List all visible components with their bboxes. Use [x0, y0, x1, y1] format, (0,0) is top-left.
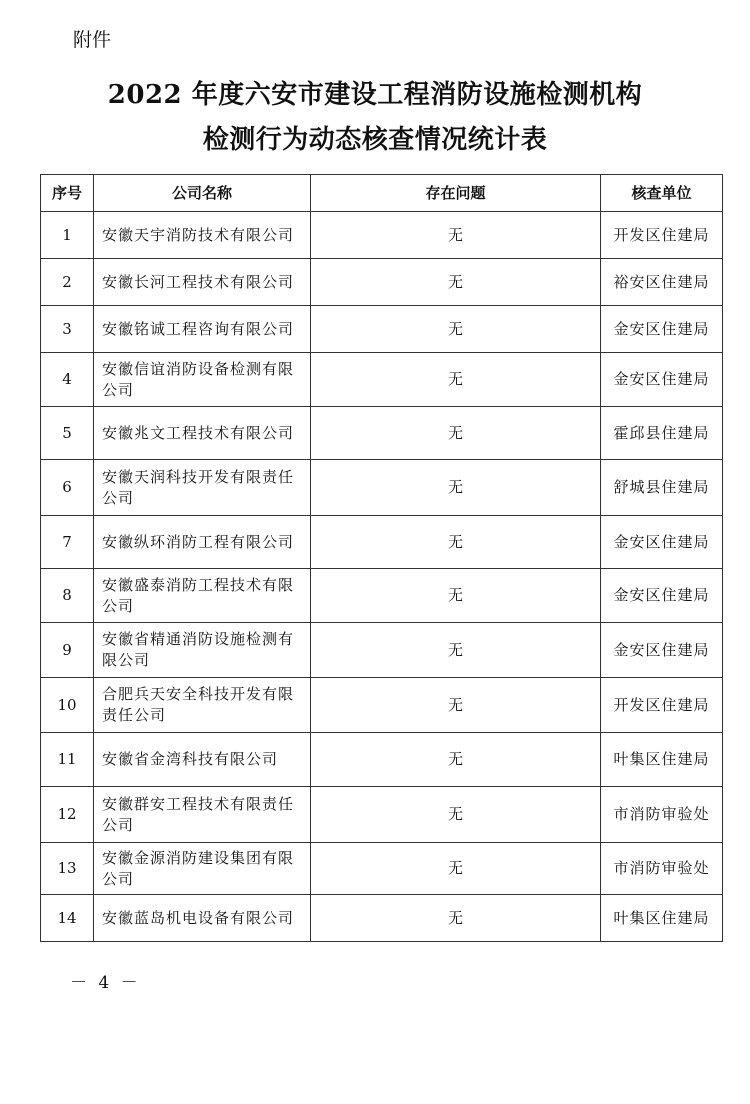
row-company: 安徽省金湾科技有限公司	[94, 733, 311, 787]
row-index: 3	[41, 306, 94, 353]
header-inspection-unit: 核查单位	[601, 175, 723, 212]
row-company: 安徽天润科技开发有限责任公司	[94, 460, 311, 516]
row-company: 安徽天宇消防技术有限公司	[94, 212, 311, 259]
row-issue: 无	[311, 787, 601, 843]
header-index: 序号	[41, 175, 94, 212]
row-company: 安徽纵环消防工程有限公司	[94, 516, 311, 569]
row-issue: 无	[311, 569, 601, 623]
row-issue: 无	[311, 259, 601, 306]
row-company: 安徽兆文工程技术有限公司	[94, 407, 311, 460]
table-header-row	[41, 175, 723, 212]
attachment-label: 附件	[73, 29, 112, 51]
document-title-line-1: 2022 年度六安市建设工程消防设施检测机构	[107, 80, 643, 110]
row-company: 安徽金源消防建设集团有限公司	[94, 843, 311, 895]
row-issue: 无	[311, 212, 601, 259]
row-company: 安徽群安工程技术有限责任公司	[94, 787, 311, 843]
row-index: 8	[41, 569, 94, 623]
row-index: 1	[41, 212, 94, 259]
row-issue: 无	[311, 733, 601, 787]
row-issue: 无	[311, 623, 601, 678]
row-unit: 舒城县住建局	[601, 460, 723, 516]
row-index: 7	[41, 516, 94, 569]
row-index: 14	[41, 895, 94, 942]
table-row	[41, 460, 723, 516]
row-issue: 无	[311, 460, 601, 516]
row-unit: 金安区住建局	[601, 353, 723, 407]
row-issue: 无	[311, 895, 601, 942]
row-unit: 金安区住建局	[601, 516, 723, 569]
table-row	[41, 516, 723, 569]
table-row	[41, 678, 723, 733]
row-index: 13	[41, 843, 94, 895]
row-index: 12	[41, 787, 94, 843]
row-unit: 开发区住建局	[601, 678, 723, 733]
row-unit: 金安区住建局	[601, 623, 723, 678]
row-index: 11	[41, 733, 94, 787]
row-company: 安徽蓝岛机电设备有限公司	[94, 895, 311, 942]
row-unit: 金安区住建局	[601, 569, 723, 623]
row-company: 安徽盛泰消防工程技术有限公司	[94, 569, 311, 623]
row-unit: 金安区住建局	[601, 306, 723, 353]
row-unit: 市消防审验处	[601, 787, 723, 843]
row-company: 安徽信谊消防设备检测有限公司	[94, 353, 311, 407]
table-row	[41, 407, 723, 460]
row-index: 9	[41, 623, 94, 678]
page-number: － 4 －	[70, 973, 141, 993]
table-row	[41, 306, 723, 353]
row-index: 10	[41, 678, 94, 733]
row-unit: 裕安区住建局	[601, 259, 723, 306]
row-index: 6	[41, 460, 94, 516]
table-row	[41, 353, 723, 407]
row-index: 2	[41, 259, 94, 306]
row-index: 4	[41, 353, 94, 407]
inspection-table	[40, 174, 723, 942]
table-row	[41, 212, 723, 259]
row-issue: 无	[311, 407, 601, 460]
document-title-line-2: 检测行为动态核查情况统计表	[202, 125, 548, 155]
row-issue: 无	[311, 516, 601, 569]
row-index: 5	[41, 407, 94, 460]
table-row	[41, 569, 723, 623]
table-row	[41, 259, 723, 306]
row-issue: 无	[311, 353, 601, 407]
row-issue: 无	[311, 306, 601, 353]
header-company-name: 公司名称	[94, 175, 311, 212]
row-unit: 叶集区住建局	[601, 895, 723, 942]
table-row	[41, 733, 723, 787]
table-row	[41, 623, 723, 678]
row-unit: 市消防审验处	[601, 843, 723, 895]
table-row	[41, 895, 723, 942]
header-issues: 存在问题	[311, 175, 601, 212]
row-company: 安徽长河工程技术有限公司	[94, 259, 311, 306]
row-company: 安徽铭诚工程咨询有限公司	[94, 306, 311, 353]
row-issue: 无	[311, 678, 601, 733]
row-company: 合肥兵天安全科技开发有限责任公司	[94, 678, 311, 733]
table-row	[41, 787, 723, 843]
row-unit: 开发区住建局	[601, 212, 723, 259]
row-company: 安徽省精通消防设施检测有限公司	[94, 623, 311, 678]
row-unit: 霍邱县住建局	[601, 407, 723, 460]
table-row	[41, 843, 723, 895]
row-unit: 叶集区住建局	[601, 733, 723, 787]
row-issue: 无	[311, 843, 601, 895]
